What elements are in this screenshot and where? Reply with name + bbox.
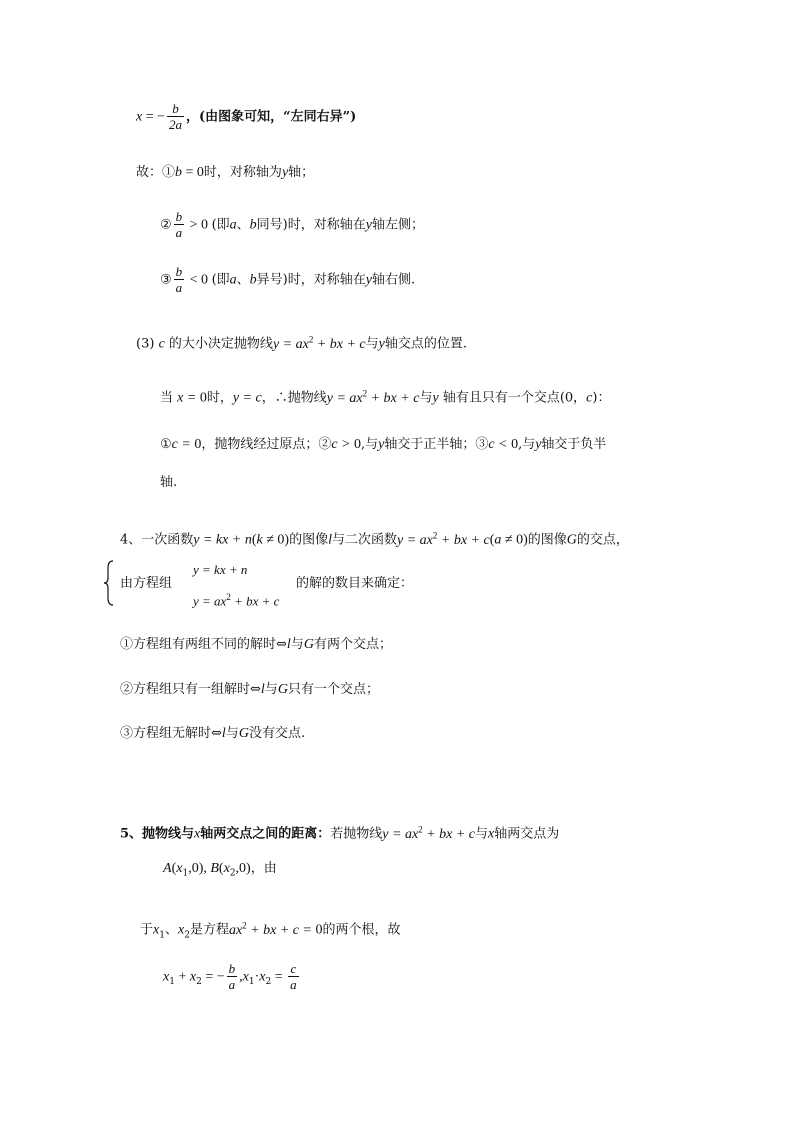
- text: ②方程组只有一组解时⇔: [120, 682, 261, 697]
- text: ③: [160, 272, 172, 288]
- text: 的图像: [527, 532, 567, 548]
- text: 有两个交点；: [313, 637, 392, 652]
- text: 与: [264, 682, 278, 697]
- text: 、: [236, 217, 250, 233]
- text: ②: [160, 217, 172, 233]
- text: 轴左侧；: [371, 217, 424, 233]
- text: ③方程组无解时⇔: [120, 726, 222, 741]
- text: ，∴抛物线: [261, 390, 327, 406]
- text: ①方程组有两组不同的解时⇔: [120, 637, 287, 652]
- line-equation-system-tail: [296, 575, 413, 593]
- line-case-1: 故：①b = 0时，对称轴为y轴；: [136, 165, 315, 180]
- line-axis-formula: x = − $\frac{b}{2a}$ ，(由图象可知，“左同右异”): [136, 101, 357, 132]
- text: 与: [419, 390, 433, 406]
- fraction-b-over-2a: $\frac{b}{2a}$: [169, 101, 183, 132]
- text: 轴交于正半轴；③: [384, 437, 489, 452]
- line-one-solution: ②方程组只有一组解时⇔l与G只有一个交点；: [120, 682, 379, 697]
- text: (即: [211, 272, 230, 288]
- text: 轴右侧.: [371, 272, 416, 288]
- line-case-2: ② $\frac{b}{a}$ > 0 (即a、b同号)时，对称轴在y轴左侧；: [160, 209, 424, 240]
- line-c-position: (3) c 的大小决定抛物线$y = ax^2$ + bx + c与y轴交点的位置.: [136, 334, 468, 352]
- line-roots: 于$x_1$、$x_2$是方程$ax^2$ + bx + c = 0的两个根，故: [140, 920, 401, 941]
- text: 于: [140, 922, 154, 938]
- line-equation-system-label: [120, 575, 172, 593]
- note-left-same-right-diff: ，(由图象可知，“左同右异”): [186, 109, 357, 125]
- text: ,与: [518, 437, 536, 452]
- line-no-solution: ③方程组无解时⇔l与G没有交点.: [120, 726, 306, 741]
- text: 的两个根，故: [322, 922, 401, 938]
- fraction-b-over-a: $\frac{b}{a}$: [175, 209, 183, 240]
- line-points-ab: $A(x_1,0)$, $B(x_2,0)$，由: [163, 861, 277, 879]
- text: 与: [475, 826, 489, 842]
- text: 轴两交点之间的距离：: [200, 826, 331, 842]
- line-vieta: $x_1 + x_2$ = − $\frac{b}{a}$ $,x_1\cdot x_2$ = $\frac{c}{a}$: [163, 961, 297, 992]
- text: 与: [365, 336, 379, 352]
- text: 时，对称轴为: [203, 165, 282, 180]
- text: 同号)时，对称轴在: [256, 217, 366, 233]
- text: 轴交于负半: [541, 437, 607, 452]
- text: 由方程组: [120, 576, 173, 591]
- text: 的交点，: [576, 532, 629, 548]
- text: 的解的数目来确定：: [296, 576, 414, 591]
- text: 轴.: [160, 475, 178, 490]
- text: (3): [136, 336, 155, 352]
- text: 异号)时，对称轴在: [256, 272, 366, 288]
- text: 当: [160, 390, 174, 406]
- text: 故：①: [136, 165, 176, 180]
- line-when-x-zero: 当 x = 0时，y = c，∴抛物线$y = ax^2$ + bx + c与y 轴有且只有一个交点(0，c)：: [160, 388, 611, 406]
- text: 只有一个交点；: [287, 682, 379, 697]
- system-eq-1: y = kx + n: [193, 562, 248, 577]
- line-section-5-heading: 5、抛物线与x轴两交点之间的距离：若抛物线$y = ax^2$ + bx + c与x轴两交点为: [120, 824, 560, 842]
- left-brace-icon: [104, 560, 114, 606]
- text: 没有交点.: [248, 726, 306, 741]
- text: 、: [164, 922, 178, 938]
- text: ①: [160, 437, 172, 452]
- text: 5、抛物线与: [120, 826, 195, 842]
- text: 4、一次函数: [120, 532, 194, 548]
- text: ，抛物线经过原点；②: [201, 437, 332, 452]
- math-x: x: [136, 109, 143, 125]
- text: 是方程: [189, 922, 229, 938]
- fraction-b-over-a: $\frac{b}{a}$: [228, 961, 236, 992]
- fraction-c-over-a: $\frac{c}{a}$: [290, 961, 297, 992]
- line-axis-end: [160, 474, 177, 492]
- text: 轴；: [288, 165, 315, 180]
- text: 与: [290, 637, 304, 652]
- text: 与: [225, 726, 239, 741]
- text: 轴有且只有一个交点(0，: [442, 390, 587, 406]
- system-eq-2: $y = ax^2$ + bx + c: [193, 592, 280, 609]
- text: 轴两交点为: [494, 826, 560, 842]
- line-c-cases: ①c = 0，抛物线经过原点；②c > 0,与y轴交于正半轴；③c < 0,与y轴交于负半: [160, 437, 607, 452]
- fraction-b-over-a: $\frac{b}{a}$: [175, 264, 183, 295]
- line-section-4-heading: 4、一次函数y = kx + n(k ≠ 0)的图像l与二次函数$y = ax^2$ + bx + c(a ≠ 0)的图像G的交点，: [120, 530, 629, 548]
- text: )：: [592, 390, 611, 406]
- text: 轴交点的位置.: [384, 336, 468, 352]
- text: 与二次函数: [331, 532, 397, 548]
- text: ，由: [250, 861, 277, 876]
- text: 、: [236, 272, 250, 288]
- text: 若抛物线: [330, 826, 383, 842]
- text: (即: [211, 217, 230, 233]
- line-case-3: ③ $\frac{b}{a}$ < 0 (即a、b异号)时，对称轴在y轴右侧.: [160, 264, 416, 295]
- text: 的大小决定抛物线: [168, 336, 273, 352]
- text: ,与: [361, 437, 379, 452]
- line-two-solutions: ①方程组有两组不同的解时⇔l与G有两个交点；: [120, 637, 392, 652]
- text: 时，: [206, 390, 233, 406]
- text: 的图像: [289, 532, 329, 548]
